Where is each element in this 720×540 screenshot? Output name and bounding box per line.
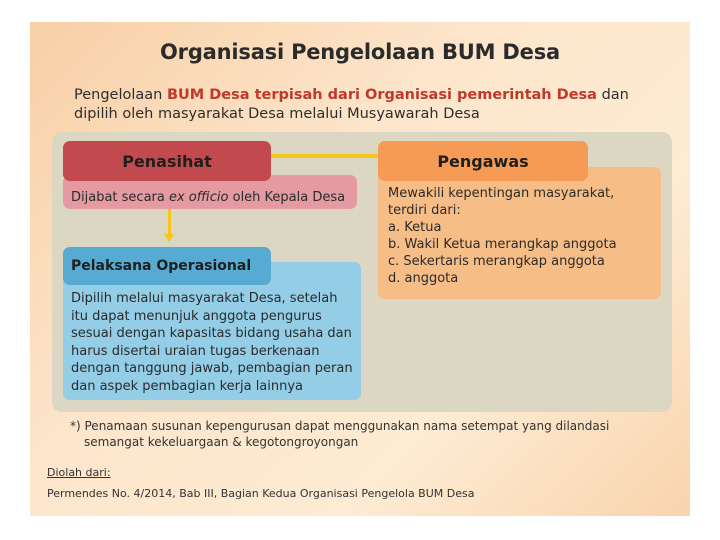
arrow-down-icon: [164, 234, 174, 242]
intro-part1: Pengelolaan: [74, 87, 167, 103]
penasihat-body-italic: ex officio: [168, 190, 229, 205]
pengawas-item-ketua: a. Ketua: [388, 220, 442, 235]
pengawas-item-anggota: d. anggota: [388, 271, 459, 286]
pelaksana-body: Dipilih melalui masyarakat Desa, setelah itu dapat menunjuk anggota pengurus sesuai dengan kapasitas bidang usaha dan harus disertai uraian tugas berkenaan dengan tanggung jawab, pembagian peran dan aspek pembagian kerja lainnya: [63, 262, 361, 400]
source-text: Permendes No. 4/2014, Bab III, Bagian Kedua Organisasi Pengelola BUM Desa: [47, 487, 475, 500]
connector-line-penasihat-pengawas: [271, 154, 378, 158]
pengawas-header: Pengawas: [378, 141, 588, 181]
slide-background: [30, 22, 690, 516]
penasihat-body-suffix: oleh Kepala Desa: [232, 190, 346, 205]
slide-title: Organisasi Pengelolaan BUM Desa: [160, 40, 560, 64]
pengawas-item-wakil-ketua: b. Wakil Ketua merangkap anggota: [388, 237, 617, 252]
footnote: [70, 418, 670, 450]
intro-part2: dan dipilih oleh masyarakat Desa melalui Musyawarah Desa: [74, 87, 629, 122]
pelaksana-header: Pelaksana Operasional: [63, 247, 271, 285]
intro-text: [74, 86, 674, 124]
intro-highlight: BUM Desa terpisah dari Organisasi pemerintah Desa: [166, 87, 597, 103]
pengawas-intro: Mewakili kepentingan masyarakat, terdiri dari:: [388, 186, 615, 218]
pengawas-body: [378, 167, 661, 299]
penasihat-body-prefix: Dijabat secara: [71, 190, 165, 205]
penasihat-header: Penasihat: [63, 141, 271, 181]
footnote-line1: *) Penamaan susunan kepengurusan dapat menggunakan nama setempat yang dilandasi: [70, 419, 610, 433]
pengawas-item-sekertaris: c. Sekertaris merangkap anggota: [388, 254, 605, 269]
source-label: Diolah dari:: [47, 466, 111, 479]
footnote-line2: semangat kekeluargaan & kegotongroyongan: [84, 435, 359, 449]
